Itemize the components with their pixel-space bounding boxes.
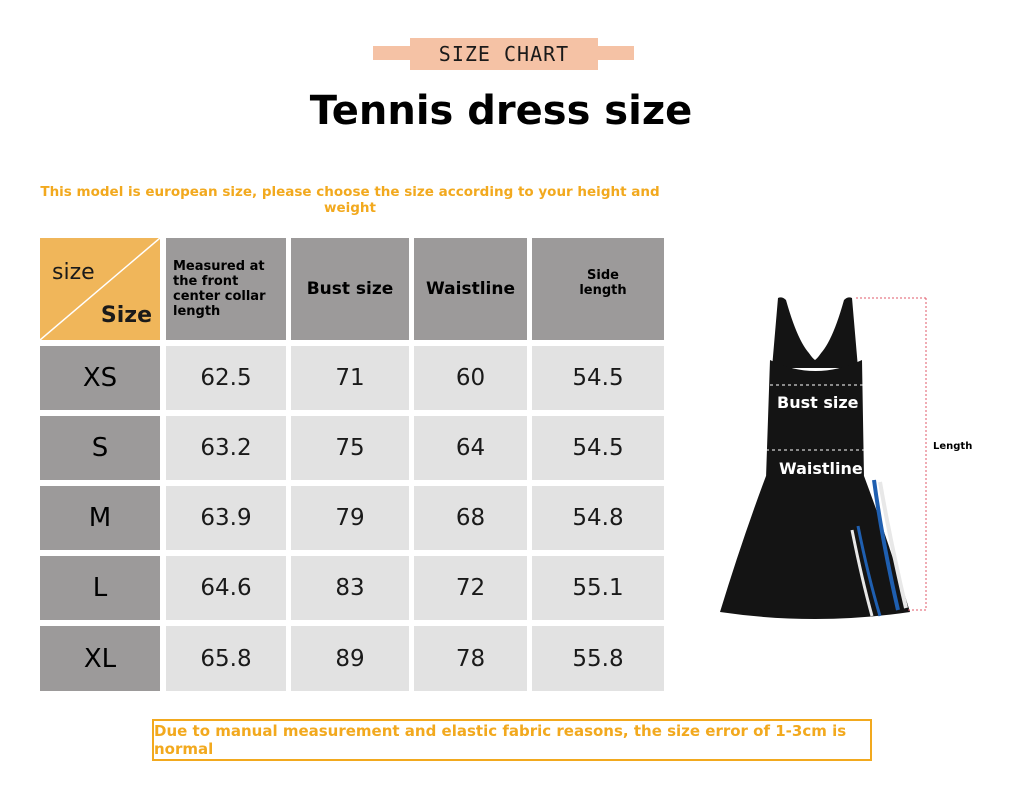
header-bust-size: Bust size bbox=[291, 238, 409, 340]
dress-graphic bbox=[712, 290, 932, 620]
cell-l-collar: 64.6 bbox=[166, 556, 286, 620]
cell-xs-side: 54.5 bbox=[532, 346, 664, 410]
cell-m-waist: 68 bbox=[414, 486, 527, 550]
row-label-m: M bbox=[40, 486, 160, 550]
cell-xl-side: 55.8 bbox=[532, 626, 664, 691]
cell-xl-bust: 89 bbox=[291, 626, 409, 691]
header-waistline: Waistline bbox=[414, 238, 527, 340]
cell-m-bust: 79 bbox=[291, 486, 409, 550]
table-corner-cell bbox=[40, 238, 160, 340]
dress-illustration bbox=[712, 290, 932, 620]
size-note: This model is european size, please choose the size according to your height and weight bbox=[40, 184, 660, 216]
corner-label-size: size bbox=[52, 260, 95, 285]
row-label-s: S bbox=[40, 416, 160, 480]
cell-s-waist: 64 bbox=[414, 416, 527, 480]
corner-label-size-bold: Size bbox=[100, 303, 152, 328]
dress-waist-label: Waistline bbox=[779, 459, 863, 478]
row-label-xs: XS bbox=[40, 346, 160, 410]
cell-l-bust: 83 bbox=[291, 556, 409, 620]
header-side-length bbox=[532, 238, 664, 340]
cell-xs-collar: 62.5 bbox=[166, 346, 286, 410]
dress-bust-label: Bust size bbox=[777, 393, 859, 412]
cell-xs-bust: 71 bbox=[291, 346, 409, 410]
cell-s-side: 54.5 bbox=[532, 416, 664, 480]
header-side-length-text: Side length bbox=[579, 268, 627, 298]
banner-wing-right bbox=[594, 46, 634, 60]
header-collar-length: Measured at the front center collar length bbox=[166, 238, 286, 340]
cell-l-waist: 72 bbox=[414, 556, 527, 620]
cell-m-collar: 63.9 bbox=[166, 486, 286, 550]
banner-wing-left bbox=[373, 46, 413, 60]
cell-xs-waist: 60 bbox=[414, 346, 527, 410]
measurement-disclaimer: Due to manual measurement and elastic fabric reasons, the size error of 1-3cm is normal bbox=[152, 719, 872, 761]
cell-xl-waist: 78 bbox=[414, 626, 527, 691]
row-label-l: L bbox=[40, 556, 160, 620]
page-title: Tennis dress size bbox=[309, 88, 693, 134]
cell-m-side: 54.8 bbox=[532, 486, 664, 550]
cell-xl-collar: 65.8 bbox=[166, 626, 286, 691]
cell-s-collar: 63.2 bbox=[166, 416, 286, 480]
row-label-xl: XL bbox=[40, 626, 160, 691]
dress-length-label: Length bbox=[933, 441, 973, 452]
size-chart-banner: SIZE CHART bbox=[410, 38, 598, 70]
cell-s-bust: 75 bbox=[291, 416, 409, 480]
cell-l-side: 55.1 bbox=[532, 556, 664, 620]
